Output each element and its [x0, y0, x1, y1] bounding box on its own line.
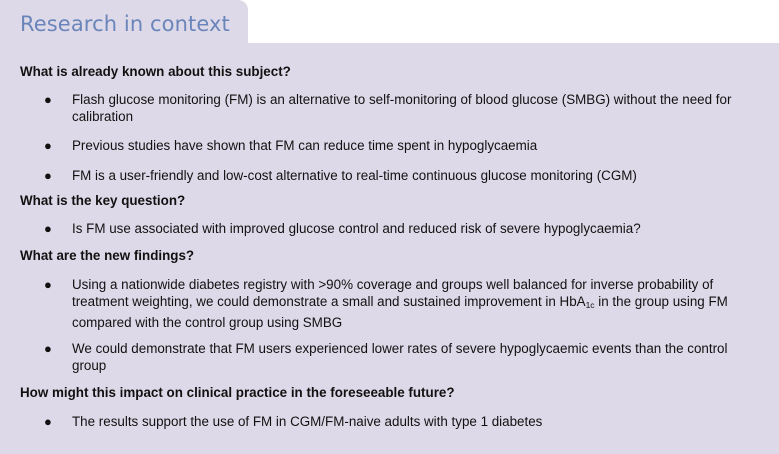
section-question-key: What is the key question? — [20, 193, 186, 208]
list-item-clinical-impact: The results support the use of FM in CGM/FM-naive adults with type 1 diabetes — [72, 414, 543, 429]
bullet-icon: ● — [44, 414, 52, 429]
list-item-key-question: Is FM use associated with improved glucose control and reduced risk of severe hypoglycaemia? — [72, 221, 641, 236]
finding-text-part: in the group using FM compared with the control group using SMBG — [72, 294, 728, 330]
section-question-findings: What are the new findings? — [20, 248, 195, 263]
panel-title-tab — [0, 0, 248, 44]
section-question-impact: How might this impact on clinical practice in the foreseeable future? — [20, 385, 455, 400]
bullet-icon: ● — [44, 341, 52, 356]
list-item-low-cost: FM is a user-friendly and low-cost alternative to real-time continuous glucose monitoring (CGM) — [72, 168, 637, 183]
list-item-fm-alternative: Flash glucose monitoring (FM) is an alternative to self-monitoring of blood glucose (SMBG) without the need for calibration — [72, 92, 732, 124]
hba1c-subscript: 1c — [585, 300, 595, 310]
section-question-known: What is already known about this subject? — [20, 64, 291, 79]
bullet-icon: ● — [44, 221, 52, 236]
bullet-icon: ● — [44, 138, 52, 153]
panel-title: Research in context — [20, 12, 230, 36]
list-item-registry-finding — [72, 276, 758, 331]
finding-text-part: Using a nationwide diabetes registry with >90% coverage and groups well balanced for inverse probability of treatment weighting, we could demonstrate a small and sustained improvement in HbA — [72, 277, 714, 309]
bullet-icon: ● — [44, 168, 52, 183]
list-item-hypoglycaemic-events: We could demonstrate that FM users experienced lower rates of severe hypoglycaemic events than the control group — [72, 341, 728, 373]
bullet-icon: ● — [44, 92, 52, 107]
bullet-icon: ● — [44, 277, 52, 292]
list-item-previous-studies: Previous studies have shown that FM can reduce time spent in hypoglycaemia — [72, 138, 538, 153]
